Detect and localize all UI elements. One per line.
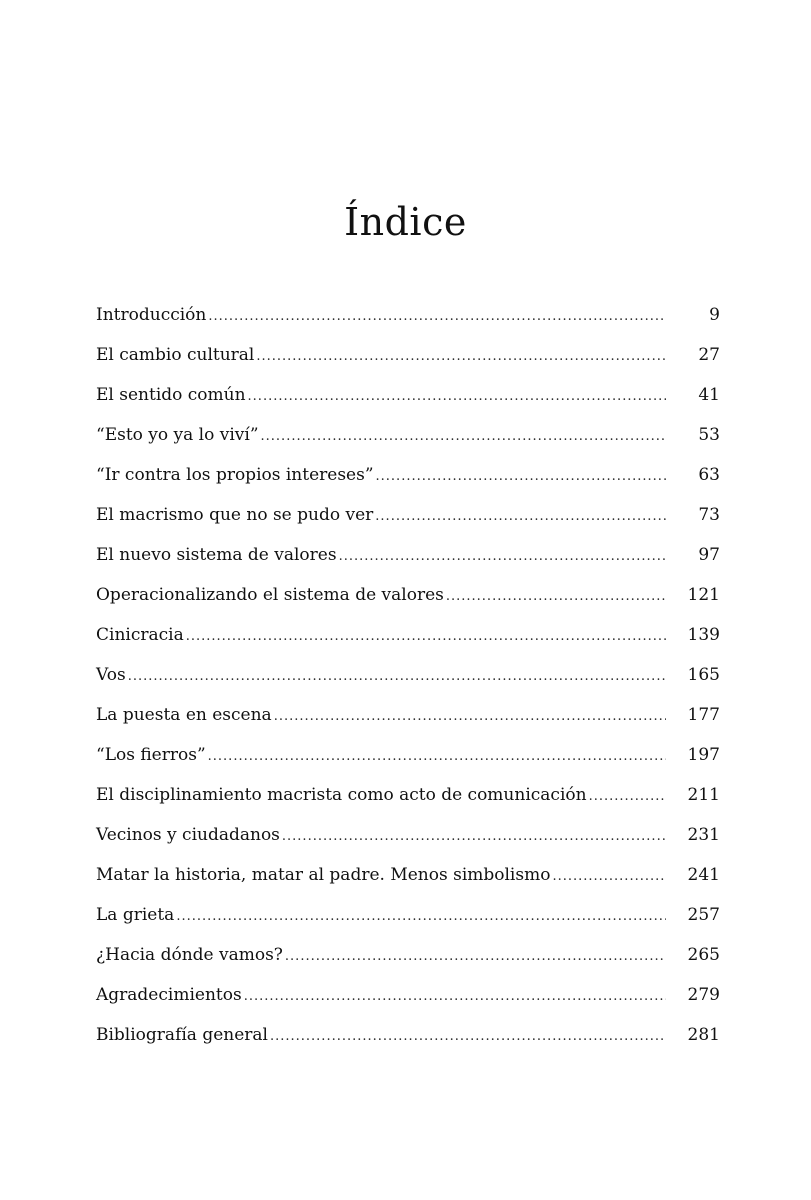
toc-entry[interactable]: [96, 860, 720, 900]
toc-leader-dots: [589, 782, 666, 812]
toc-entry[interactable]: [96, 540, 720, 580]
toc-leader-dots: [446, 582, 666, 612]
toc-entry[interactable]: [96, 660, 720, 700]
toc-entry-label: El macrismo que no se pudo ver: [96, 505, 374, 525]
toc-entry-page-number: 211: [687, 785, 720, 805]
toc-entry-page-number: 97: [698, 545, 720, 565]
toc-entry-page-number: 241: [687, 865, 720, 885]
toc-entry-label: “Ir contra los propios intereses”: [96, 465, 374, 485]
toc-entry-label: Agradecimientos: [96, 985, 242, 1005]
toc-entry[interactable]: [96, 300, 720, 340]
toc-leader-dots: [375, 502, 666, 532]
toc-entry-label: Cinicracia: [96, 625, 184, 645]
toc-entry-label: El nuevo sistema de valores: [96, 545, 337, 565]
toc-entry-label: La grieta: [96, 905, 175, 925]
toc-entry[interactable]: [96, 820, 720, 860]
toc-entry-label: Introducción: [96, 305, 207, 325]
toc-leader-dots: [552, 862, 666, 892]
toc-entry[interactable]: [96, 460, 720, 500]
toc-entry[interactable]: [96, 580, 720, 620]
toc-entry[interactable]: [96, 740, 720, 780]
toc-leader-dots: [376, 462, 666, 492]
toc-entry-page-number: 73: [698, 505, 720, 525]
toc-entry-label: Operacionalizando el sistema de valores: [96, 585, 444, 605]
toc-entry[interactable]: [96, 620, 720, 660]
page-title: Índice: [344, 200, 467, 244]
toc-entry-label: El sentido común: [96, 385, 246, 405]
toc-entry[interactable]: [96, 500, 720, 540]
toc-leader-dots: [186, 622, 666, 652]
toc-entry-page-number: 41: [698, 385, 720, 405]
table-of-contents: [96, 300, 720, 1060]
toc-entry[interactable]: [96, 1020, 720, 1060]
toc-entry-page-number: 231: [687, 825, 720, 845]
toc-entry[interactable]: [96, 940, 720, 980]
toc-leader-dots: [270, 1022, 666, 1052]
toc-leader-dots: [128, 662, 666, 692]
toc-leader-dots: [256, 342, 666, 372]
toc-leader-dots: [282, 822, 666, 852]
toc-leader-dots: [339, 542, 666, 572]
toc-leader-dots: [208, 302, 666, 332]
toc-entry[interactable]: [96, 340, 720, 380]
toc-entry-page-number: 279: [687, 985, 720, 1005]
toc-entry-page-number: 281: [687, 1025, 720, 1045]
toc-entry[interactable]: [96, 900, 720, 940]
toc-entry-page-number: 197: [687, 745, 720, 765]
toc-entry-page-number: 9: [709, 305, 720, 325]
toc-entry-page-number: 265: [687, 945, 720, 965]
toc-entry-page-number: 139: [687, 625, 720, 645]
toc-leader-dots: [261, 422, 666, 452]
toc-entry-page-number: 53: [698, 425, 720, 445]
toc-entry-label: El disciplinamiento macrista como acto de comunicación: [96, 785, 587, 805]
toc-entry-label: Bibliografía general: [96, 1025, 268, 1045]
toc-entry-page-number: 63: [698, 465, 720, 485]
toc-entry-page-number: 121: [687, 585, 720, 605]
toc-entry[interactable]: [96, 780, 720, 820]
toc-entry[interactable]: [96, 700, 720, 740]
toc-entry[interactable]: [96, 980, 720, 1020]
toc-entry[interactable]: [96, 420, 720, 460]
toc-entry-label: El cambio cultural: [96, 345, 255, 365]
toc-entry-page-number: 165: [687, 665, 720, 685]
toc-leader-dots: [248, 382, 666, 412]
toc-entry-label: La puesta en escena: [96, 705, 272, 725]
toc-entry-page-number: 257: [687, 905, 720, 925]
toc-entry-page-number: 177: [687, 705, 720, 725]
toc-entry-label: Matar la historia, matar al padre. Menos simbolismo: [96, 865, 551, 885]
toc-leader-dots: [244, 982, 666, 1012]
toc-entry[interactable]: [96, 380, 720, 420]
toc-entry-label: “Esto yo ya lo viví”: [96, 425, 259, 445]
toc-leader-dots: [208, 742, 666, 772]
toc-leader-dots: [274, 702, 666, 732]
toc-entry-label: “Los fierros”: [96, 745, 206, 765]
toc-entry-label: ¿Hacia dónde vamos?: [96, 945, 283, 965]
toc-entry-label: Vecinos y ciudadanos: [96, 825, 280, 845]
toc-leader-dots: [285, 942, 666, 972]
toc-leader-dots: [176, 902, 666, 932]
toc-entry-label: Vos: [96, 665, 126, 685]
toc-entry-page-number: 27: [698, 345, 720, 365]
